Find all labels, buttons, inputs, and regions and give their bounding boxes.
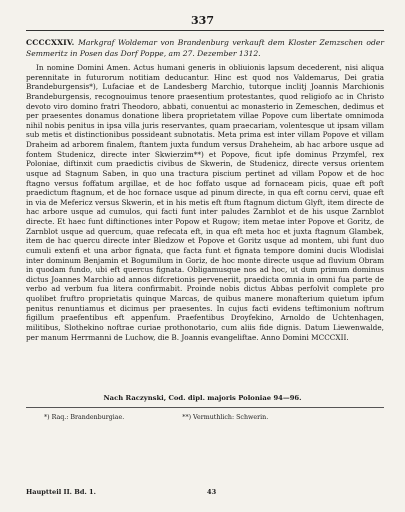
document-body: In nomine Domini Amen. Actus humani generis in obliuionis lapsum decederent, nisi aliqua perennitate in futurorum notitiam deducantur. Hinc est quod nos Valdemarus, Dei gratia Brandeburgensis*), Lufaciae et de Landesberg Marchio, tutorque inclitj Joannis Marchionis Brandeburgensis, recognouimus tenore praesentium protestantes, quod religiofo ac in Christo devoto viro domino fratri Theodoro, abbati, conuentui ac monasterio in Zemeschen, dedimus et per praesentes donamus donatione libera proprietatem villae Popove cum libertate omnimoda nihil nobis penitus in ipsa villa juris reservantes, quam praecariam, volentesque ut ipsam villam sub metis et distinctionibus possideant subnotatis. Meta prima est inter villam Popove et villam Draheim ad arborem finalem, ftantem juxta fundum versus Draheheim, ab hac arbore usque ad fontem Studenicz, directe inter Skwierzim**) et Popove, ficut ipfe dominus Przymfel, rex Poloniae, diftinxit cum praedictis civibus de Skwerin, de Studenicz, directe versus orientem usque ad Stagnum Saben, in quo una tractura piscium pertinet ad villam Popow et de hoc ftagno versus foffatum argillae, et de hoc foffato usque ad fornaceam picis, quae eft poft praedictum ftagnum, et de hoc fornace usque ad pinum directe, in qua eft cornu cervi, quae eft in via de Mefericz versus Skwerin, et in his metis eft ftum ftagnum dictum Glyft, item directe de hac arbore usque ad cumulos, qui facti funt inter paludes Zarnblot et de his usque Zarnblot directe. Et haec funt diftinctiones inter Popow et Rugow; item metae inter Popove et Goritz, de Zarnblot usque ad quercum, quae refecata eft, in qua eft meta hoc et juxta ftagnum Glambek, item de hac quercu directe inter Bledzow et Popove et Goritz usque ad montem, ubi funt duo cumuli extenfi et una arbor fignata, que facta funt et fignata tempore domini ducis Wlodislai inter dominum Benjamin et Bogumilum in Goriz, de hoc monte directe usque ad fluvium Obram in quodam fundo, ubi eft quercus fignata. Obligamusque nos ad hoc, ut dum primum dominus dictus Joannes Marchio ad annos difcretionis perveneriit, praedicta omnia in omni fua parte de verbo ad verbum fua litera confirmabit. Proinde nobis dictus Abbas perfolvit complete pro quolibet fruftro proprietatis quinque Marcas, de quibus manere monafterium quietum ipfum penitus renuntiamus et dicimus per praesentes. In cujus facti evidens teftimonium noftrum figillum praefentibus eft appenfum. Praefentibus Droyfekino, Arnoldo de Uchtenhagen, militibus, Slothekino noftrae curiae prothonotario, cum aliis fide dignis. Datum Liewenwalde, per manum Herrmanni de Luchow, die B. Joannis evangeliftae. Anno Domini MCCCXII. (26, 63, 384, 342)
signature-number: 43 (207, 488, 217, 496)
source-citation: Nach Raczynski, Cod. dipl. majoris Poloniae 94—96. (103, 394, 302, 402)
footnote-1: *) Raq.: Brandenburgiae. (44, 414, 125, 421)
footnote-2: **) Vermuthlich: Schwerin. (182, 414, 269, 421)
header-rule (26, 30, 384, 31)
page-number: 337 (191, 14, 214, 27)
volume-label: Hauptteil II. Bd. 1. (26, 488, 96, 496)
document-summary: Markgraf Woldemar von Brandenburg verkauft dem Kloster Zemzschen oder Semmeritz in Posen das Dorf Poppe, am 27. Dezember 1312. (26, 38, 384, 58)
footnote-rule (26, 407, 384, 408)
footnotes (44, 414, 384, 421)
document-heading (26, 38, 384, 59)
document-number: CCCCXXIV. (26, 38, 75, 47)
